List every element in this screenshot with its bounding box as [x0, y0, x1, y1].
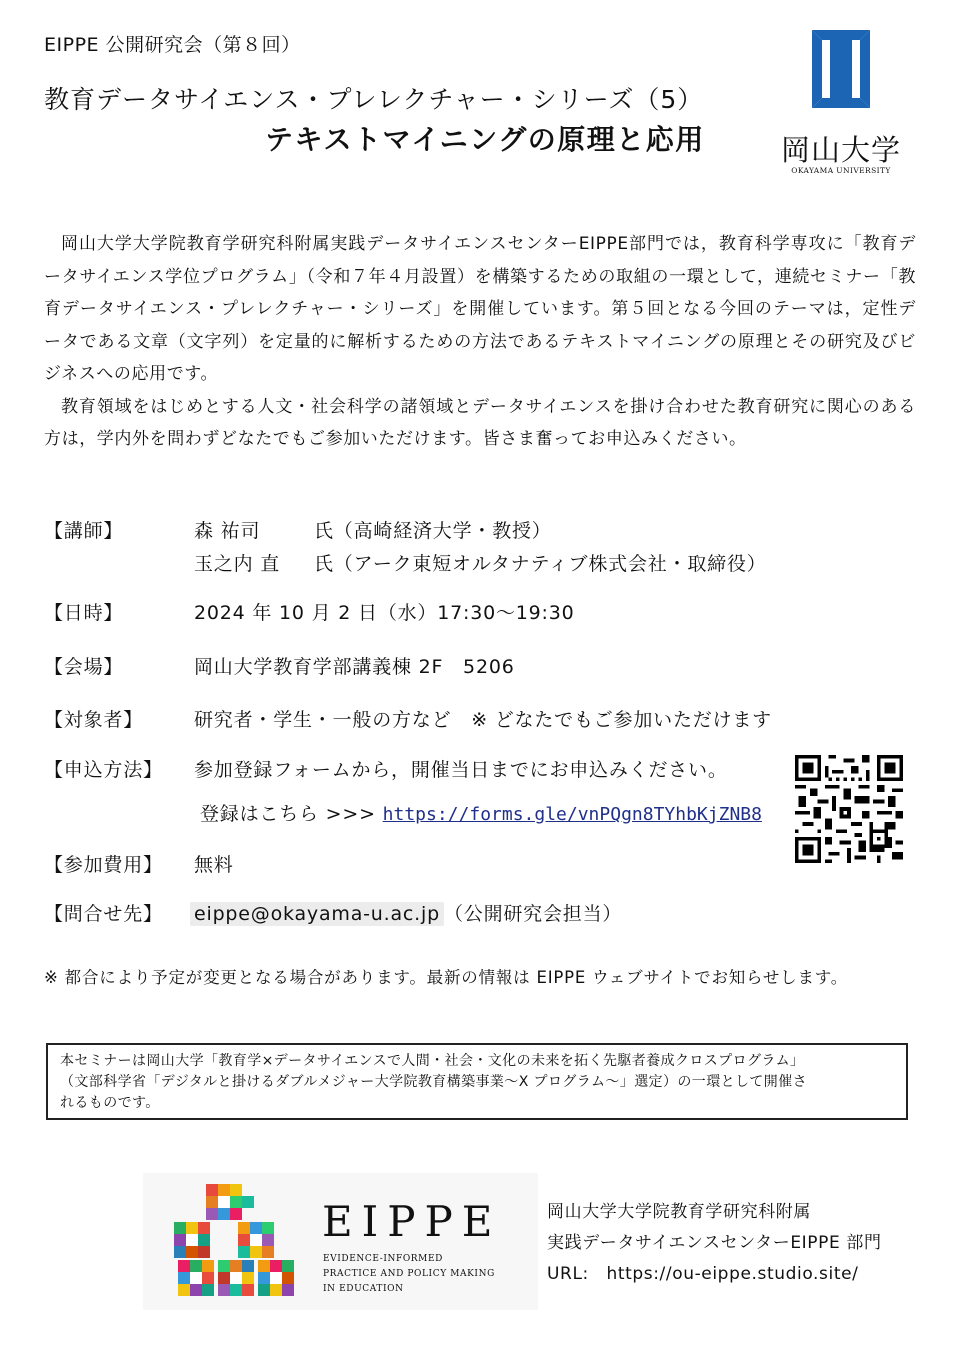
lecturer-name: 森 祐司 [194, 520, 261, 542]
schedule-notice: ※ 都合により予定が変更となる場合があります。最新の情報は EIPPE ウェブサイトでお知らせします。 [44, 968, 849, 987]
apply-value: 参加登録フォームから，開催当日までにお申込みください。 [194, 759, 728, 781]
qr-code-icon [795, 755, 903, 863]
program-note-box [46, 1043, 908, 1120]
fee-label: 【参加費用】 [44, 854, 163, 876]
footer-line: 実践データサイエンスセンターEIPPE 部門 [547, 1233, 882, 1253]
register-link[interactable]: https://forms.gle/vnPQgn8TYhbKjZNB8 [382, 804, 762, 825]
footer-line: 岡山大学大学院教育学研究科附属 [547, 1202, 811, 1222]
eippe-tagline-line: EVIDENCE-INFORMED [323, 1254, 443, 1264]
venue-label: 【会場】 [44, 656, 124, 678]
eippe-tagline-line: PRACTICE AND POLICY MAKING [323, 1269, 495, 1279]
register-line [200, 799, 762, 826]
apply-label: 【申込方法】 [44, 759, 163, 781]
program-note-line: れるものです。 [60, 1095, 160, 1111]
fee-value: 無料 [194, 854, 234, 876]
register-prefix: 登録はこちら >>> [200, 803, 376, 825]
datetime-value: 2024 年 10 月 2 日（水）17:30～19:30 [194, 602, 575, 624]
venue-value: 岡山大学教育学部講義棟 2F 5206 [194, 656, 515, 678]
lecturer-label: 【講師】 [44, 520, 124, 542]
contact-label: 【問合せ先】 [44, 903, 163, 925]
apply-row [44, 755, 784, 781]
university-name: 岡山大学 [780, 133, 901, 167]
lecturer-affiliation: 氏（高崎経済大学・教授） [314, 520, 552, 542]
footer-url[interactable]: URL: https://ou-eippe.studio.site/ [547, 1264, 859, 1284]
eippe-wordmark: EIPPE [322, 1197, 502, 1246]
lecturer-name: 玉之内 直 [194, 553, 281, 575]
datetime-row [44, 598, 744, 624]
subtitle: 教育データサイエンス・プレレクチャー・シリーズ（5） [44, 85, 704, 114]
contact-row [44, 899, 744, 927]
program-note-line: （文部科学省「デジタルと掛けるダブルメジャー大学院教育構築事業～X プログラム～」選定）の一環として開催さ [60, 1074, 807, 1090]
intro-paragraph: 教育領域をはじめとする人文・社会科学の諸領域とデータサイエンスを掛け合わせた教育研究に関心のある方は，学内外を問わずどなたでもご参加いただけます。皆さま奮ってお申込みください。 [44, 396, 916, 449]
series-label: EIPPE 公開研究会（第８回） [44, 34, 301, 56]
page-title: テキストマイニングの原理と応用 [265, 123, 705, 156]
target-row [44, 705, 894, 731]
venue-row [44, 652, 744, 678]
target-label: 【対象者】 [44, 709, 144, 731]
footer-contact [547, 1197, 882, 1290]
lecturer-affiliation: 氏（アーク東短オルタナティブ株式会社・取締役） [314, 553, 767, 575]
fee-row [44, 850, 644, 876]
intro-paragraph: 岡山大学大学院教育学研究科附属実践データサイエンスセンターEIPPE部門では，教育科学専攻に「教育データサイエンス学位プログラム」（令和７年４月設置）を構築するための取組の一環として，連続セミナー「教育データサイエンス・プレレクチャー・シリーズ」を開催しています。第５回となる今回のテーマは，定性データである文章（文字列）を定量的に解析するための方法であるテキストマイニングの原理とその研究及びビジネスへの応用です。 [44, 234, 916, 384]
intro-text [44, 228, 916, 456]
contact-note: （公開研究会担当） [443, 903, 623, 925]
okayama-university-logo-icon [808, 26, 874, 112]
lecturer-row [44, 516, 894, 576]
eippe-mosaic-logo-icon [172, 1182, 294, 1300]
contact-email[interactable]: eippe@okayama-u.ac.jp [190, 902, 444, 926]
program-note-line: 本セミナーは岡山大学「教育学×データサイエンスで人間・社会・文化の未来を拓く先駆者養成クロスプログラム」 [60, 1053, 805, 1069]
eippe-tagline-line: IN EDUCATION [323, 1284, 404, 1294]
target-value: 研究者・学生・一般の方など ※ どなたでもご参加いただけます [194, 709, 772, 731]
contact-value [190, 899, 622, 926]
university-name-en: OKAYAMA UNIVERSITY [791, 166, 891, 175]
datetime-label: 【日時】 [44, 602, 124, 624]
eippe-tagline [323, 1252, 495, 1297]
